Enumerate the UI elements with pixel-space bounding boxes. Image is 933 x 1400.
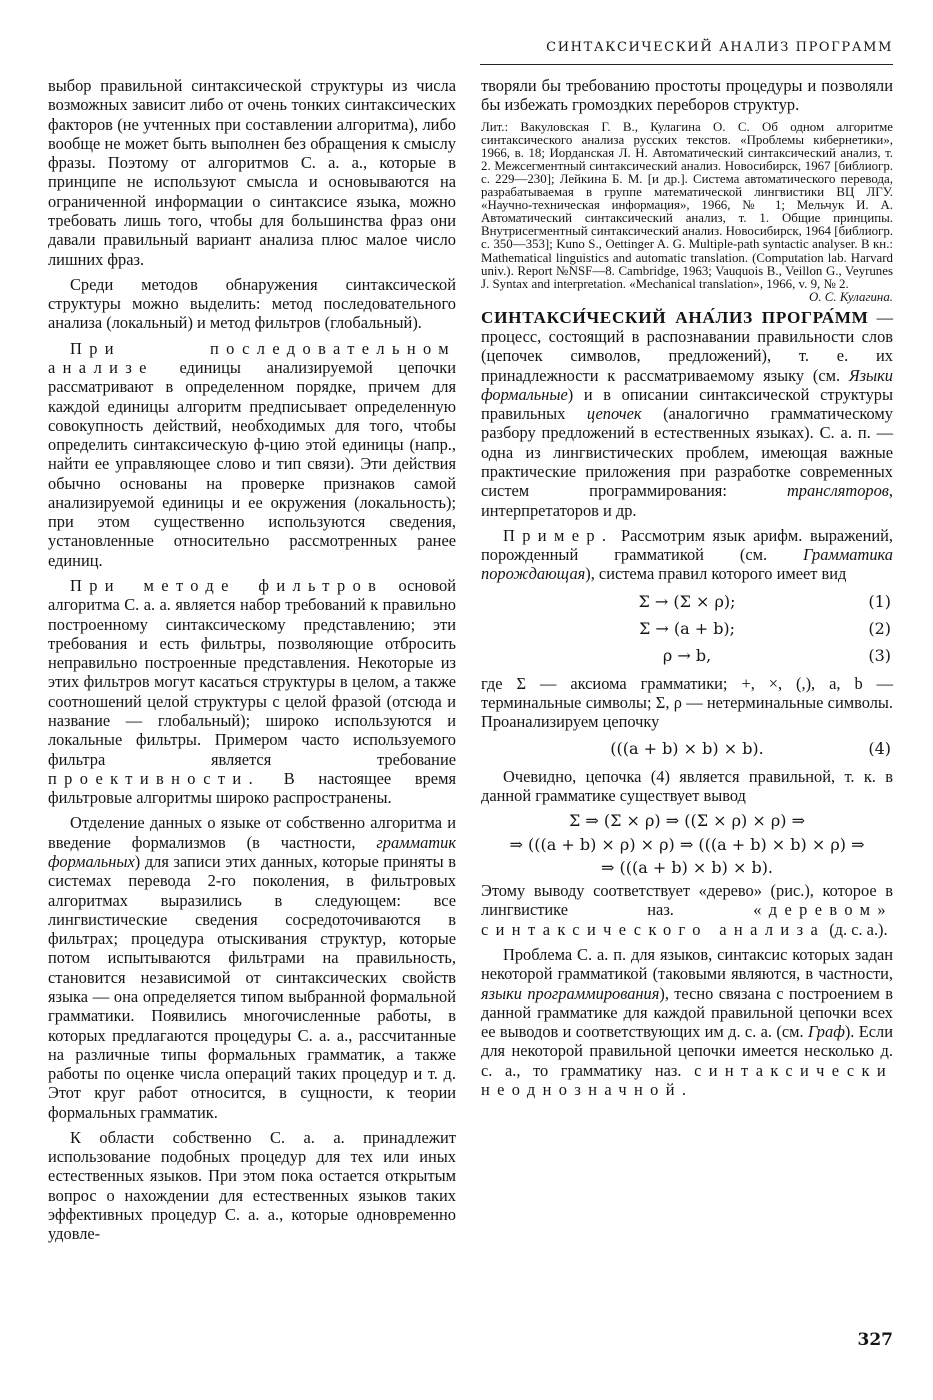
left-paragraph-3-text: единицы анализируемой цепочки рассматривают в определенном порядке, причем для каждой единицы алгоритм предписывает определенную совокупность действий, необходимых для того, чтобы определить синтаксическую ф-цию этой единицы (напр., найти ее управляющее слово и тип связи). Эти действия обычно основаны на проверке признаков самой анализируемой единицы и ее окружения (локальность); при этом существенно используются сведения, установленные относительно рассмотренных ранее единиц.	[48, 357, 456, 570]
spaced-term-filters: При методе фильтров	[70, 576, 384, 596]
article-text-a: — процесс, состоящий в распознавании правильности слов (цепочек символов, предложений), т. е. их принадлежности к рассматриваемому языку (см.	[481, 307, 893, 385]
right-paragraph-ambiguity	[481, 945, 893, 1099]
formula-2	[481, 619, 893, 638]
derivation-line-1: Σ ⇒ (Σ × ρ) ⇒ ((Σ × ρ) × ρ) ⇒	[569, 811, 805, 831]
left-paragraph-4-tail: В настоящее время фильтровые алгоритмы широко распространены.	[48, 768, 456, 808]
formula-3-number: (3)	[868, 646, 891, 666]
derivation-line-3: ⇒ (((a + b) × b) × b).	[600, 857, 774, 877]
left-paragraph-4	[48, 576, 456, 807]
article-paragraph-1	[481, 308, 893, 520]
spaced-term-projectivity: проективности.	[48, 768, 261, 788]
article-text-c: (аналогично грамматическому разбору предложений в естественных языках). С. а. п. — одна из лингвистических проблем, имеющая важные практические приложения при разработке современных систем программирования:	[481, 404, 893, 501]
left-paragraph-6: К области собственно С. а. а. принадлежит использование подобных процедур для тех или иных естественных языков. При этом пока остается открытым вопрос о нахождении для естественных языков таких эффективных процедур С. а. а., которые одновременно удовле-	[48, 1127, 456, 1244]
ambiguity-text-a: Проблема С. а. п. для языков, синтаксис которых задан некоторой грамматикой (таковыми являются, в частности,	[481, 944, 893, 984]
tree-text-b: (д. с. а.).	[829, 919, 888, 939]
literature-list: Лит.: Вакуловская Г. В., Кулагина О. С. Об одном алгоритме синтаксического анализа русских текстов. «Проблемы кибернетики», 1966, в. 18; Иорданская Л. Н. Автоматический синтаксический анализ, т. 2. Межсегментный синтаксический анализ. Новосибирск, 1967 [библиогр. с. 229—230]; Лейкина Б. М. [и др.]. Система автоматического перевода, разрабатываемая в группе математической лингвистики ВЦ ЛГУ. «Научно-техническая информация», 1966, № 1; Мельчук И. А. Автоматический синтаксический анализ, т. 1. Общие принципы. Внутрисегментный синтаксический анализ. Новосибирск, 1964 [библиогр. с. 350—353]; Kuno S., Oettinger A. G. Multiple-path syntactic analyser. В кн.: Mathematical linguistics and automatic translation. (Computation lab. Harvard univ.). Report №NSF—8. Cambridge, 1963; Vauquois B., Veillon G., Veyrunes J. Syntax and interpretation. «Mechanical translation», 1966, v. 9, № 2.	[481, 119, 893, 291]
example-text-b: ), система правил которого имеет вид	[585, 564, 847, 584]
link-programming-languages[interactable]: языки программирования	[481, 983, 660, 1003]
article-text-d: , интерпретаторов и др.	[481, 481, 893, 520]
right-paragraph-tree	[481, 881, 893, 939]
link-translators[interactable]: трансляторов	[786, 481, 889, 501]
formula-3-expr: ρ → b,	[662, 646, 712, 666]
left-paragraph-1: выбор правильной синтаксической структуры из числа возможных зависит либо от очень тонких синтаксических факторов (не учтенных при составлении алгоритма), либо вообще не может быть выполнен без обращения к смыслу фразы. Поэтому от алгоритмов С. а. а., которые в принципе не используют смысла и основываются на ограниченной информации о синтаксисе языка, можно требовать лишь того, чтобы для большинства фраз они давали правильный вариант анализа плюс малое число лишних фраз.	[48, 76, 456, 269]
article-headword: СИНТАКСИ́ЧЕСКИЙ АНА́ЛИЗ ПРОГРА́ММ	[481, 307, 869, 327]
running-head: СИНТАКСИЧЕСКИЙ АНАЛИЗ ПРОГРАММ	[546, 40, 893, 55]
spaced-term-example: Пример.	[503, 525, 614, 545]
formula-4	[481, 739, 893, 758]
formula-2-expr: Σ → (a + b);	[638, 619, 736, 638]
spaced-term-sequential: При последовательном анализе	[48, 338, 456, 377]
formula-4-number: (4)	[868, 739, 891, 759]
left-paragraph-2: Среди методов обнаружения синтаксической структуры можно выделить: метод последовательного анализа (локальный) и метод фильтров (глобальный).	[48, 274, 456, 333]
tree-text-a: Этому выводу соответствует «дерево» (рис.), которое в лингвистике наз.	[481, 881, 893, 920]
right-paragraph-derivation: Очевидно, цепочка (4) является правильной, т. к. в данной грамматике существует вывод	[481, 766, 893, 805]
link-graph[interactable]: Граф	[807, 1022, 845, 1042]
ambiguity-text-b: ), тесно связана с построением в данной грамматике для каждой правильной цепочки всех ее выводов и соответствующих им д. с. а. (см.	[481, 983, 893, 1042]
left-column	[48, 76, 456, 1250]
link-generative-grammar[interactable]: Грамматика порождающая	[481, 545, 893, 584]
left-paragraph-5	[48, 813, 456, 1122]
example-paragraph	[481, 526, 893, 584]
link-chains[interactable]: цепочек	[586, 404, 642, 424]
ambiguity-text-c: ). Если для некоторой правильной цепочки имеется несколько д. с. а., то грамматику наз.	[481, 1022, 893, 1080]
author-signature: О. С. Кулагина.	[809, 289, 893, 304]
formula-1	[481, 592, 893, 611]
derivation-line-2: ⇒ (((a + b) × ρ) × ρ) ⇒ (((a + b) × b) × ρ) ⇒	[509, 834, 865, 854]
example-text-a: Рассмотрим язык арифм. выражений, порожденный грамматикой (см.	[481, 525, 893, 565]
formula-2-number: (2)	[868, 619, 891, 638]
left-paragraph-5-text: Отделение данных о языке от собственно алгоритма и введение формализмов (в частности,	[48, 813, 456, 852]
header-rule	[480, 64, 893, 65]
formula-3	[481, 646, 893, 665]
formula-4-expr: (((a + b) × b) × b).	[610, 739, 764, 759]
spaced-term-parse-tree: «деревом» синтаксического анализа	[481, 900, 893, 939]
right-paragraph-1: творяли бы требованию простоты процедуры и позволяли бы избежать громоздких переборов структур.	[481, 76, 893, 115]
link-formal-grammars[interactable]: грамматик формальных	[48, 832, 456, 871]
right-column	[481, 76, 893, 1105]
left-paragraph-4-text: основой алгоритма С. а. а. является набор требований к правильно построенному синтаксическому представлению; эти требования и есть фильтры, позволяющие отбросить неправильно построенные представления. Некоторые из этих фильтров могут касаться структуры в целом, а также соотношений целой структуры с целой фразой (отсюда и название — глобальный); широко используются и локальные фильтры. Примером часто используемого фильтра является требование	[48, 576, 456, 769]
left-paragraph-3	[48, 339, 456, 570]
left-paragraph-5-tail: ) для записи этих данных, которые приняты в системах перевода 2-го поколения, в фильтровых алгоритмах выразились в следующем: все лингвистические сведения сосредоточиваются в фильтрах; процедура отыскивания структур, которые потом испытываются фильтрами на правильность, становится независимой от синтаксических свойств языка — она определяется типом выбранной формальной грамматики. Появились многочисленные работы, в которых предлагаются процедуры С. а. а., рассчитанные на различные типы формальных грамматик, а также работы по оценке числа операций таких процедур и т. д. Этот круг работ относится, в сущности, к теории формальных грамматик.	[48, 851, 456, 1122]
article-text-b: ) и в описании синтаксической структуры правильных	[481, 384, 893, 424]
link-formal-languages[interactable]: Языки формальные	[481, 365, 893, 404]
right-paragraph-symbols: где Σ — аксиома грамматики; +, ×, (,), a, b — терминальные символы; Σ, ρ — нетерминальные символы. Проанализируем цепочку	[481, 673, 893, 732]
formula-1-number: (1)	[868, 591, 891, 611]
page-number: 327	[857, 1330, 893, 1350]
spaced-term-ambiguous: синтаксически неоднозначной.	[481, 1060, 893, 1099]
formula-1-expr: Σ → (Σ × ρ);	[638, 591, 736, 611]
